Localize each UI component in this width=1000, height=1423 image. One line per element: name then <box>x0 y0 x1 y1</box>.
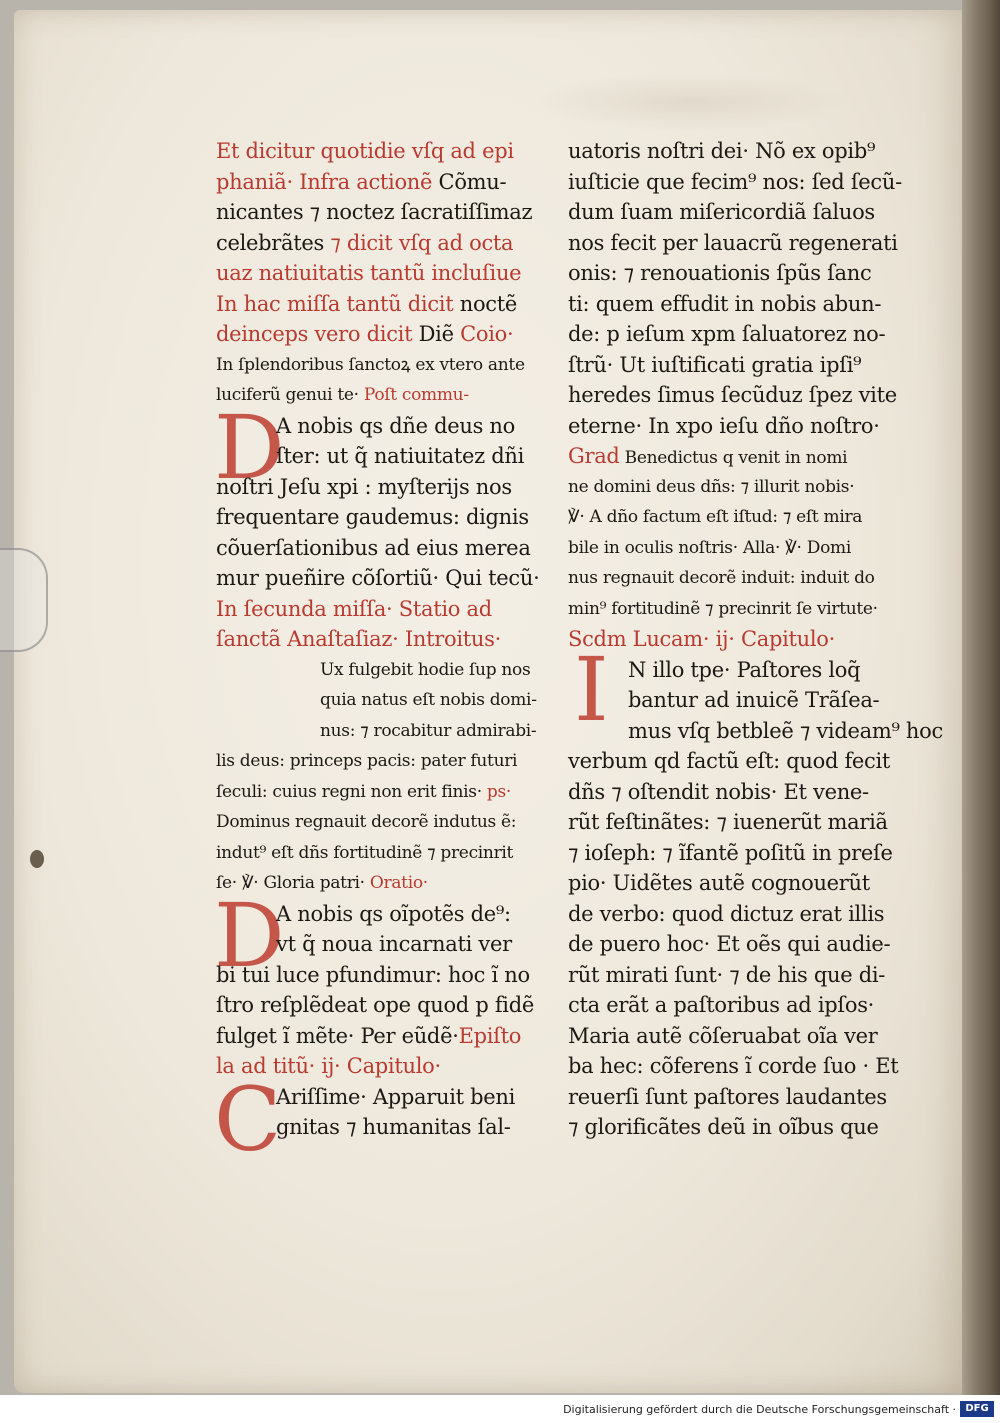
rubric-text: phaniã· Infra actionẽ <box>216 169 433 194</box>
body-text: reuerſi ſunt paſtores laudantes <box>568 1084 887 1109</box>
left-column-line <box>216 441 552 472</box>
body-text: Benedictus q venit in nomi <box>619 448 848 468</box>
body-text: vt q̃ noua incarnati ver <box>276 932 512 956</box>
body-text: ſter: ut q̃ natiuitatez dñi <box>276 444 525 468</box>
right-column-line <box>568 533 910 564</box>
body-text: indut⁹ eſt dñs fortitudinẽ ⁊ precinrit <box>216 842 514 863</box>
initial-c: C <box>214 1068 282 1171</box>
body-text: ℣· A dño factum eſt iſtud: ⁊ eſt mira <box>568 507 863 527</box>
rubric-text: ſanctã Anaſtaſiaz· Introitus· <box>216 627 501 651</box>
left-column-line <box>216 990 552 1021</box>
body-text: Dominus regnauit decorẽ indutus ẽ: <box>216 812 517 832</box>
left-column-line <box>216 899 552 930</box>
left-column-line <box>216 411 552 442</box>
left-column-line <box>216 502 552 533</box>
right-column-line <box>568 838 910 869</box>
body-text: quia natus eſt nobis domi- <box>320 690 537 710</box>
right-column-line <box>568 868 910 899</box>
left-column-line <box>216 289 552 320</box>
rubric-text: Poſt commu- <box>358 385 469 405</box>
left-column-line <box>216 1082 552 1113</box>
left-column-line <box>216 167 552 198</box>
left-column-line <box>216 960 552 991</box>
right-column-line <box>568 472 910 503</box>
body-text: heredes ſimus ſecũduz ſpez vite <box>568 383 897 407</box>
body-text: nus: ⁊ rocabitur admirabi- <box>320 720 537 741</box>
body-text: celebrãtes <box>216 230 324 255</box>
body-text: ſtro reſplẽdeat ope quod p fidẽ <box>216 993 534 1017</box>
ink-stain <box>30 850 44 868</box>
left-column-line <box>216 563 552 594</box>
left-column-line <box>216 685 552 716</box>
left-column-line <box>216 1021 552 1052</box>
right-column-line <box>568 380 910 411</box>
body-text: nicantes ⁊ noctez ſacratiſſimaz <box>216 200 533 224</box>
rubric-text: ⁊ dicit vſq ad octa <box>323 230 514 255</box>
initial-d-1: D <box>214 396 285 499</box>
footer-bar <box>0 1397 1000 1423</box>
left-column-line <box>216 807 552 838</box>
paper-discoloration <box>530 72 850 132</box>
body-text: ⁊ ioſeph: ⁊ ĩfantẽ poſitũ in preſe <box>568 840 893 865</box>
left-column-line <box>216 380 552 411</box>
body-text: lis deus: princeps pacis: pater futuri <box>216 751 518 771</box>
rubric-text: Coio· <box>453 322 514 346</box>
initial-i: I <box>574 638 609 741</box>
rubric-text: ps· <box>481 781 512 802</box>
rubric-text: Epiſto <box>458 1023 522 1048</box>
body-text: de verbo: quod dictuz erat illis <box>568 901 885 926</box>
funding-credit: Digitalisierung gefördert durch die Deutsche Forschungsgemeinschaft · <box>563 1403 956 1416</box>
body-text: Ux fulgebit hodie ſup nos <box>320 659 531 680</box>
rubric-text: Et dicitur quotidie vſq ad epi <box>216 139 514 163</box>
body-text: cta erãt a paſtoribus ad ipſos· <box>568 993 875 1017</box>
initial-d-2: D <box>214 884 285 987</box>
body-text: ba hec: cõferens ĩ corde ſuo · Et <box>568 1054 899 1078</box>
body-text: A nobis qs dñe deus no <box>276 413 516 438</box>
right-column-line <box>568 1112 910 1143</box>
body-text: nos fecit per lauacrũ regenerati <box>568 230 898 255</box>
body-text: ti: quem effudit in nobis abun- <box>568 291 882 316</box>
left-column-line <box>216 350 552 381</box>
body-text: ſtrũ· Ut iuſtificati gratia ipſi⁹ <box>568 352 862 377</box>
body-text: de: p ieſum xpm ſaluatorez no- <box>568 322 886 346</box>
body-text: In ſplendoribus ſanctoꝝ ex vtero ante <box>216 354 525 375</box>
body-text: ⁊ glorificãtes deũ in oĩbus que <box>568 1115 879 1139</box>
right-column-line <box>568 899 910 930</box>
right-column-line <box>568 624 910 655</box>
left-column-line <box>216 136 552 167</box>
right-column-line <box>568 655 910 686</box>
left-column-line <box>216 228 552 259</box>
right-column-line <box>568 1051 910 1082</box>
right-column-line <box>568 1082 910 1113</box>
rubric-text: In ſecunda miſſa· Statio ad <box>216 596 492 621</box>
rubric-text: Grad <box>568 444 620 468</box>
left-column-line <box>216 1112 552 1143</box>
body-text: rũt feſtinãtes: ⁊ iuenerũt mariã <box>568 810 888 834</box>
left-column-line <box>216 472 552 503</box>
book-binding-edge <box>962 0 1000 1395</box>
left-column-line <box>216 838 552 869</box>
right-column-line <box>568 167 910 198</box>
right-column-line <box>568 289 910 320</box>
body-text: frequentare gaudemus: dignis <box>216 505 529 529</box>
body-text: eterne· In xpo ieſu dño noſtro· <box>568 413 880 438</box>
body-text: fulget ĩ mẽte· Per eũdẽ· <box>216 1023 459 1048</box>
right-column-line <box>568 929 910 960</box>
page-clip <box>0 548 48 652</box>
left-column-line <box>216 319 552 350</box>
body-text: A nobis qs oĩpotẽs de⁹: <box>276 901 511 926</box>
right-column-line <box>568 1021 910 1052</box>
body-text: mus vſq betbleẽ ⁊ videam⁹ hoc <box>628 718 943 743</box>
right-column-line <box>568 563 910 594</box>
body-text: Diẽ <box>412 322 454 346</box>
body-text: luciferũ genui te· <box>216 385 359 405</box>
rubric-text: In hac miſſa tantũ dicit <box>216 291 454 316</box>
left-column-line <box>216 746 552 777</box>
left-column-line <box>216 1051 552 1082</box>
body-text: iuſticie que fecim⁹ nos: ſed ſecũ- <box>568 169 902 194</box>
body-text: bantur ad inuicẽ Trãſea- <box>628 688 880 712</box>
right-column-line <box>568 594 910 625</box>
right-column-line <box>568 990 910 1021</box>
right-column-line <box>568 258 910 289</box>
body-text: cõuerſationibus ad eius merea <box>216 535 531 560</box>
left-column-line <box>216 868 552 899</box>
body-text: verbum qd factũ eſt: quod fecit <box>568 749 891 773</box>
dfg-logo: DFG <box>960 1401 994 1417</box>
rubric-text: Scdm Lucam· ij· Capitulo· <box>568 627 836 651</box>
left-column-line <box>216 258 552 289</box>
right-column-line <box>568 716 943 747</box>
body-text: pio· Uidẽtes autẽ cognouerũt <box>568 871 870 895</box>
body-text: onis: ⁊ renouationis ſpũs ſanc <box>568 261 872 285</box>
right-column-line <box>568 197 910 228</box>
right-column-line <box>568 502 910 533</box>
body-text: de puero hoc· Et oẽs qui audie- <box>568 932 891 956</box>
body-text: N illo tpe· Paſtores loq̃ <box>628 657 861 682</box>
rubric-text: deinceps vero dicit <box>216 322 413 346</box>
rubric-text: la ad titũ· ij· Capitulo· <box>216 1054 441 1078</box>
right-column-line <box>568 777 910 808</box>
left-column-line <box>216 624 552 655</box>
body-text: nus regnauit decorẽ induit: induit do <box>568 568 875 588</box>
body-text: Ariſſime· Apparuit beni <box>276 1084 516 1109</box>
left-column-line <box>216 197 552 228</box>
left-text-column <box>216 136 552 1143</box>
body-text: noctẽ <box>453 291 518 316</box>
left-column-line <box>216 655 552 686</box>
right-column-line <box>568 350 910 381</box>
body-text: ſe· ℣· Gloria patri· <box>216 873 365 893</box>
right-column-line <box>568 136 910 167</box>
rubric-text: uaz natiuitatis tantũ incluſiue <box>216 261 522 285</box>
right-column-line <box>568 411 910 442</box>
body-text: dñs ⁊ oſtendit nobis· Et vene- <box>568 779 869 804</box>
left-column-line <box>216 594 552 625</box>
body-text: ne domini deus dñs: ⁊ illurit nobis· <box>568 476 855 497</box>
body-text: dum ſuam miſericordiã ſaluos <box>568 200 875 224</box>
left-column-line <box>216 716 552 747</box>
right-column-line <box>568 960 910 991</box>
right-column-line <box>568 228 910 259</box>
left-column-line <box>216 777 552 808</box>
body-text: uatoris noſtri dei· Nõ ex opib⁹ <box>568 139 876 163</box>
right-column-line <box>568 685 910 716</box>
left-column-line <box>216 533 552 564</box>
body-text: min⁹ fortitudinẽ ⁊ precinrit ſe virtute· <box>568 598 878 619</box>
right-text-column <box>568 136 943 1143</box>
right-column-line <box>568 746 910 777</box>
right-column-line <box>568 319 910 350</box>
right-column-line <box>568 441 910 472</box>
body-text: noſtri Jeſu xpi : myſterijs nos <box>216 474 512 499</box>
body-text: rũt mirati ſunt· ⁊ de his que di- <box>568 962 886 987</box>
body-text: bile in oculis noſtris· Alla· ℣· Domi <box>568 537 851 558</box>
body-text: bi tui luce pfundimur: hoc ĩ no <box>216 962 530 987</box>
body-text: Cõmu- <box>432 169 507 194</box>
rubric-text: Oratio· <box>364 873 428 893</box>
body-text: Maria autẽ cõſeruabat oĩa ver <box>568 1023 878 1048</box>
body-text: ſeculi: cuius regni non erit finis· <box>216 781 482 802</box>
body-text: gnitas ⁊ humanitas ſal- <box>276 1115 511 1139</box>
body-text: mur pueñire cõſortiũ· Qui tecũ· <box>216 566 540 590</box>
left-column-line <box>216 929 552 960</box>
right-column-line <box>568 807 910 838</box>
